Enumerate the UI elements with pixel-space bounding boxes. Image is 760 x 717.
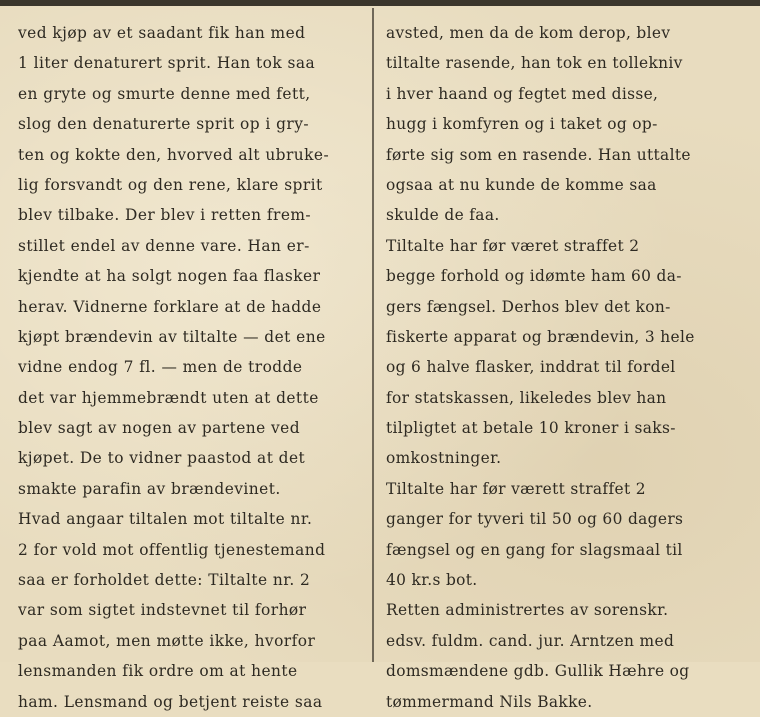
text-line: blev tilbake. Der blev i retten frem- [18,206,312,225]
text-line: herav. Vidnerne forklare at de hadde [18,297,322,316]
text-line: kjendte at ha solgt nogen faa flasker [18,267,321,286]
left-text-column [18,18,358,717]
text-line: førte sig som en rasende. Han uttalte [386,145,691,164]
column-divider [372,8,374,662]
text-line: kjøpt brændevin av tiltalte — det ene [18,327,326,346]
text-line: avsted, men da de kom derop, blev [386,24,671,42]
top-rule [0,0,760,6]
text-line: Retten administrertes av sorenskr. [386,601,669,620]
text-line: kjøpet. De to vidner paastod at det [18,449,306,468]
text-line: ham. Lensmand og betjent reiste saa [18,692,323,711]
text-line: var som sigtet indstevnet til forhør [18,601,307,620]
text-line: 2 for vold mot offentlig tjenestemand [18,540,326,559]
text-line: smakte parafin av brændevinet. [18,479,281,498]
text-line: omkostninger. [386,449,502,468]
text-line: ganger for tyveri til 50 og 60 dagers [386,510,684,529]
text-line: tiltalte rasende, han tok en tollekniv [386,54,683,73]
text-line: skulde de faa. [386,206,500,225]
text-line: lig forsvandt og den rene, klare sprit [18,175,323,194]
text-line: begge forhold og idømte ham 60 da- [386,267,682,286]
text-line: ogsaa at nu kunde de komme saa [386,175,657,194]
text-line: domsmændene gdb. Gullik Hæhre og [386,662,690,681]
text-line: det var hjemmebrændt uten at dette [18,388,319,407]
text-line: gers fængsel. Derhos blev det kon- [386,297,671,316]
text-line: stillet endel av denne vare. Han er- [18,236,310,255]
text-line: slog den denaturerte sprit op i gry- [18,115,309,134]
text-line: fiskerte apparat og brændevin, 3 hele [386,327,695,346]
text-line: lensmanden fik ordre om at hente [18,662,298,681]
text-line: tømmermand Nils Bakke. [386,692,593,711]
text-line: ten og kokte den, hvorved alt ubruke- [18,145,330,164]
text-line: 40 kr.s bot. [386,571,478,590]
text-line: tilpligtet at betale 10 kroner i saks- [386,419,676,438]
text-line: og 6 halve flasker, inddrat til fordel [386,358,676,377]
text-line: 1 liter denaturert sprit. Han tok saa [18,54,316,73]
text-line: ved kjøp av et saadant fik han med [18,24,306,42]
text-line: blev sagt av nogen av partene ved [18,419,301,438]
text-line: paa Aamot, men møtte ikke, hvorfor [18,631,316,650]
text-line: saa er forholdet dette: Tiltalte nr. 2 [18,571,311,590]
right-text-column [386,18,736,717]
text-line: for statskassen, likeledes blev han [386,388,667,407]
text-line: edsv. fuldm. cand. jur. Arntzen med [386,631,675,650]
text-line: en gryte og smurte denne med fett, [18,84,311,103]
text-line: hugg i komfyren og i taket og op- [386,115,658,134]
text-line: Tiltalte har før været straffet 2 [386,236,640,255]
text-line: fængsel og en gang for slagsmaal til [386,540,683,559]
text-line: i hver haand og fegtet med disse, [386,84,659,103]
text-line: vidne endog 7 fl. — men de trodde [18,358,303,377]
text-line: Hvad angaar tiltalen mot tiltalte nr. [18,510,313,529]
text-line: Tiltalte har før værett straffet 2 [386,479,646,498]
